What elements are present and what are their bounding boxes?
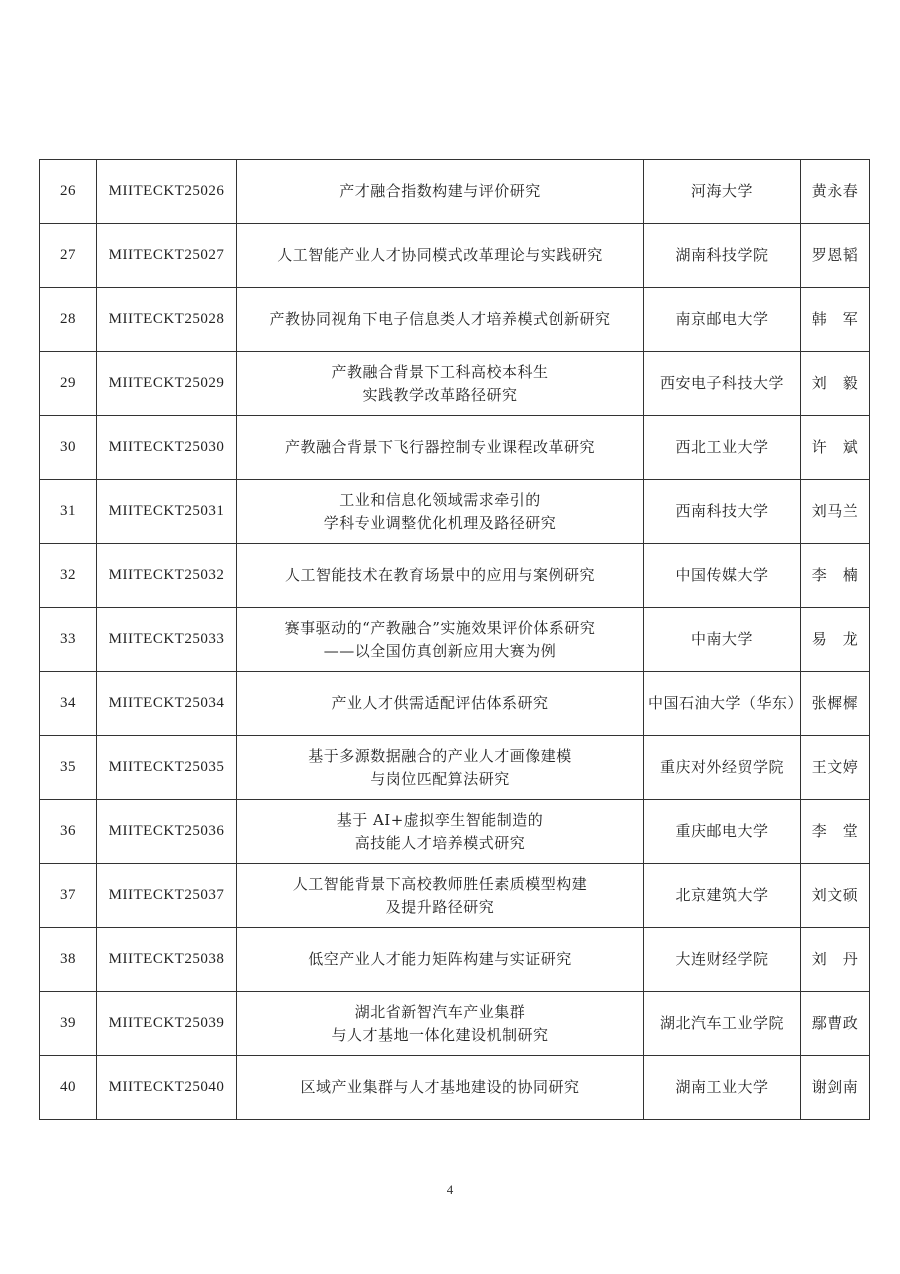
project-leader: 刘文硕 [801,864,870,928]
project-title [237,480,644,544]
table-row [40,544,870,608]
project-code: MIITECKT25026 [97,160,237,224]
project-code: MIITECKT25037 [97,864,237,928]
institution-name: 北京建筑大学 [644,864,801,928]
project-code: MIITECKT25034 [97,672,237,736]
table-row [40,608,870,672]
project-leader: 鄢曹政 [801,992,870,1056]
institution-name: 湖北汽车工业学院 [644,992,801,1056]
project-leader: 罗恩韬 [801,224,870,288]
project-title-line: 人工智能背景下高校教师胜任素质模型构建 [292,874,588,893]
table-row [40,480,870,544]
project-title [237,800,644,864]
row-number: 36 [40,800,97,864]
institution-name: 大连财经学院 [644,928,801,992]
project-code: MIITECKT25028 [97,288,237,352]
project-code: MIITECKT25040 [97,1056,237,1120]
project-code: MIITECKT25038 [97,928,237,992]
project-leader: 刘 丹 [801,928,870,992]
project-title-line: 产教协同视角下电子信息类人才培养模式创新研究 [269,310,611,328]
institution-name: 河海大学 [644,160,801,224]
row-number: 27 [40,224,97,288]
project-title [237,1056,644,1120]
institution-name: 中国石油大学（华东） [644,672,801,736]
project-title-line: 基于多源数据融合的产业人才画像建模 [308,746,572,765]
project-code: MIITECKT25030 [97,416,237,480]
table-row [40,288,870,352]
row-number: 38 [40,928,97,992]
institution-name: 中南大学 [644,608,801,672]
project-table-body [40,160,870,1120]
project-title [237,608,644,672]
project-title-line: 实践教学改革路径研究 [362,385,518,404]
project-leader: 许 斌 [801,416,870,480]
project-leader: 张樨樨 [801,672,870,736]
project-title-line: 高技能人才培养模式研究 [354,833,526,852]
project-title [237,992,644,1056]
project-leader: 韩 军 [801,288,870,352]
project-leader: 李 堂 [801,800,870,864]
project-code: MIITECKT25033 [97,608,237,672]
row-number: 32 [40,544,97,608]
institution-name: 重庆对外经贸学院 [644,736,801,800]
row-number: 26 [40,160,97,224]
project-title-line: 低空产业人才能力矩阵构建与实证研究 [308,950,572,968]
project-title-line: 工业和信息化领域需求牵引的 [339,490,541,509]
table-row [40,416,870,480]
project-title [237,672,644,736]
table-row [40,352,870,416]
row-number: 39 [40,992,97,1056]
project-title [237,416,644,480]
project-title [237,288,644,352]
table-row [40,928,870,992]
institution-name: 西安电子科技大学 [644,352,801,416]
row-number: 40 [40,1056,97,1120]
table-row [40,672,870,736]
project-title-line: 区域产业集群与人才基地建设的协同研究 [300,1078,580,1096]
table-row [40,160,870,224]
project-code: MIITECKT25027 [97,224,237,288]
project-title [237,864,644,928]
page-number: 4 [446,1182,454,1197]
project-title-line: 产业人才供需适配评估体系研究 [331,694,549,712]
institution-name: 西南科技大学 [644,480,801,544]
project-title-line: 产教融合背景下工科高校本科生 [331,362,549,381]
project-title-line: 学科专业调整优化机理及路径研究 [323,513,557,532]
row-number: 28 [40,288,97,352]
project-title [237,544,644,608]
project-title-line: 产才融合指数构建与评价研究 [339,182,541,200]
institution-name: 湖南工业大学 [644,1056,801,1120]
institution-name: 西北工业大学 [644,416,801,480]
project-leader: 黄永春 [801,160,870,224]
institution-name: 南京邮电大学 [644,288,801,352]
project-leader: 刘马兰 [801,480,870,544]
project-code: MIITECKT25039 [97,992,237,1056]
project-leader: 刘 毅 [801,352,870,416]
project-code: MIITECKT25032 [97,544,237,608]
project-title [237,224,644,288]
project-title-line: 赛事驱动的“产教融合”实施效果评价体系研究 [284,618,596,637]
project-title-line: 湖北省新智汽车产业集群 [354,1002,526,1021]
institution-name: 湖南科技学院 [644,224,801,288]
row-number: 29 [40,352,97,416]
project-title-line: 基于 AI+虚拟孪生智能制造的 [336,810,544,829]
institution-name: 重庆邮电大学 [644,800,801,864]
table-row [40,864,870,928]
project-leader: 李 楠 [801,544,870,608]
institution-name: 中国传媒大学 [644,544,801,608]
project-code: MIITECKT25036 [97,800,237,864]
project-title [237,736,644,800]
project-code: MIITECKT25035 [97,736,237,800]
project-title-line: 及提升路径研究 [385,897,495,916]
row-number: 30 [40,416,97,480]
row-number: 34 [40,672,97,736]
row-number: 35 [40,736,97,800]
project-title-line: 产教融合背景下飞行器控制专业课程改革研究 [284,438,595,456]
project-title-line: 人工智能产业人才协同模式改革理论与实践研究 [277,246,603,264]
project-title-line: 与人才基地一体化建设机制研究 [331,1025,549,1044]
project-table [39,159,870,1120]
project-title [237,928,644,992]
project-code: MIITECKT25029 [97,352,237,416]
table-row [40,800,870,864]
table-row [40,992,870,1056]
table-row [40,736,870,800]
project-leader: 谢剑南 [801,1056,870,1120]
row-number: 31 [40,480,97,544]
project-leader: 易 龙 [801,608,870,672]
project-title-line: ——以全国仿真创新应用大赛为例 [323,641,557,660]
row-number: 33 [40,608,97,672]
table-row [40,1056,870,1120]
project-code: MIITECKT25031 [97,480,237,544]
project-title-line: 人工智能技术在教育场景中的应用与案例研究 [284,566,595,584]
project-title [237,352,644,416]
project-title-line: 与岗位匹配算法研究 [370,769,510,788]
table-row [40,224,870,288]
row-number: 37 [40,864,97,928]
project-leader: 王文婷 [801,736,870,800]
project-title [237,160,644,224]
